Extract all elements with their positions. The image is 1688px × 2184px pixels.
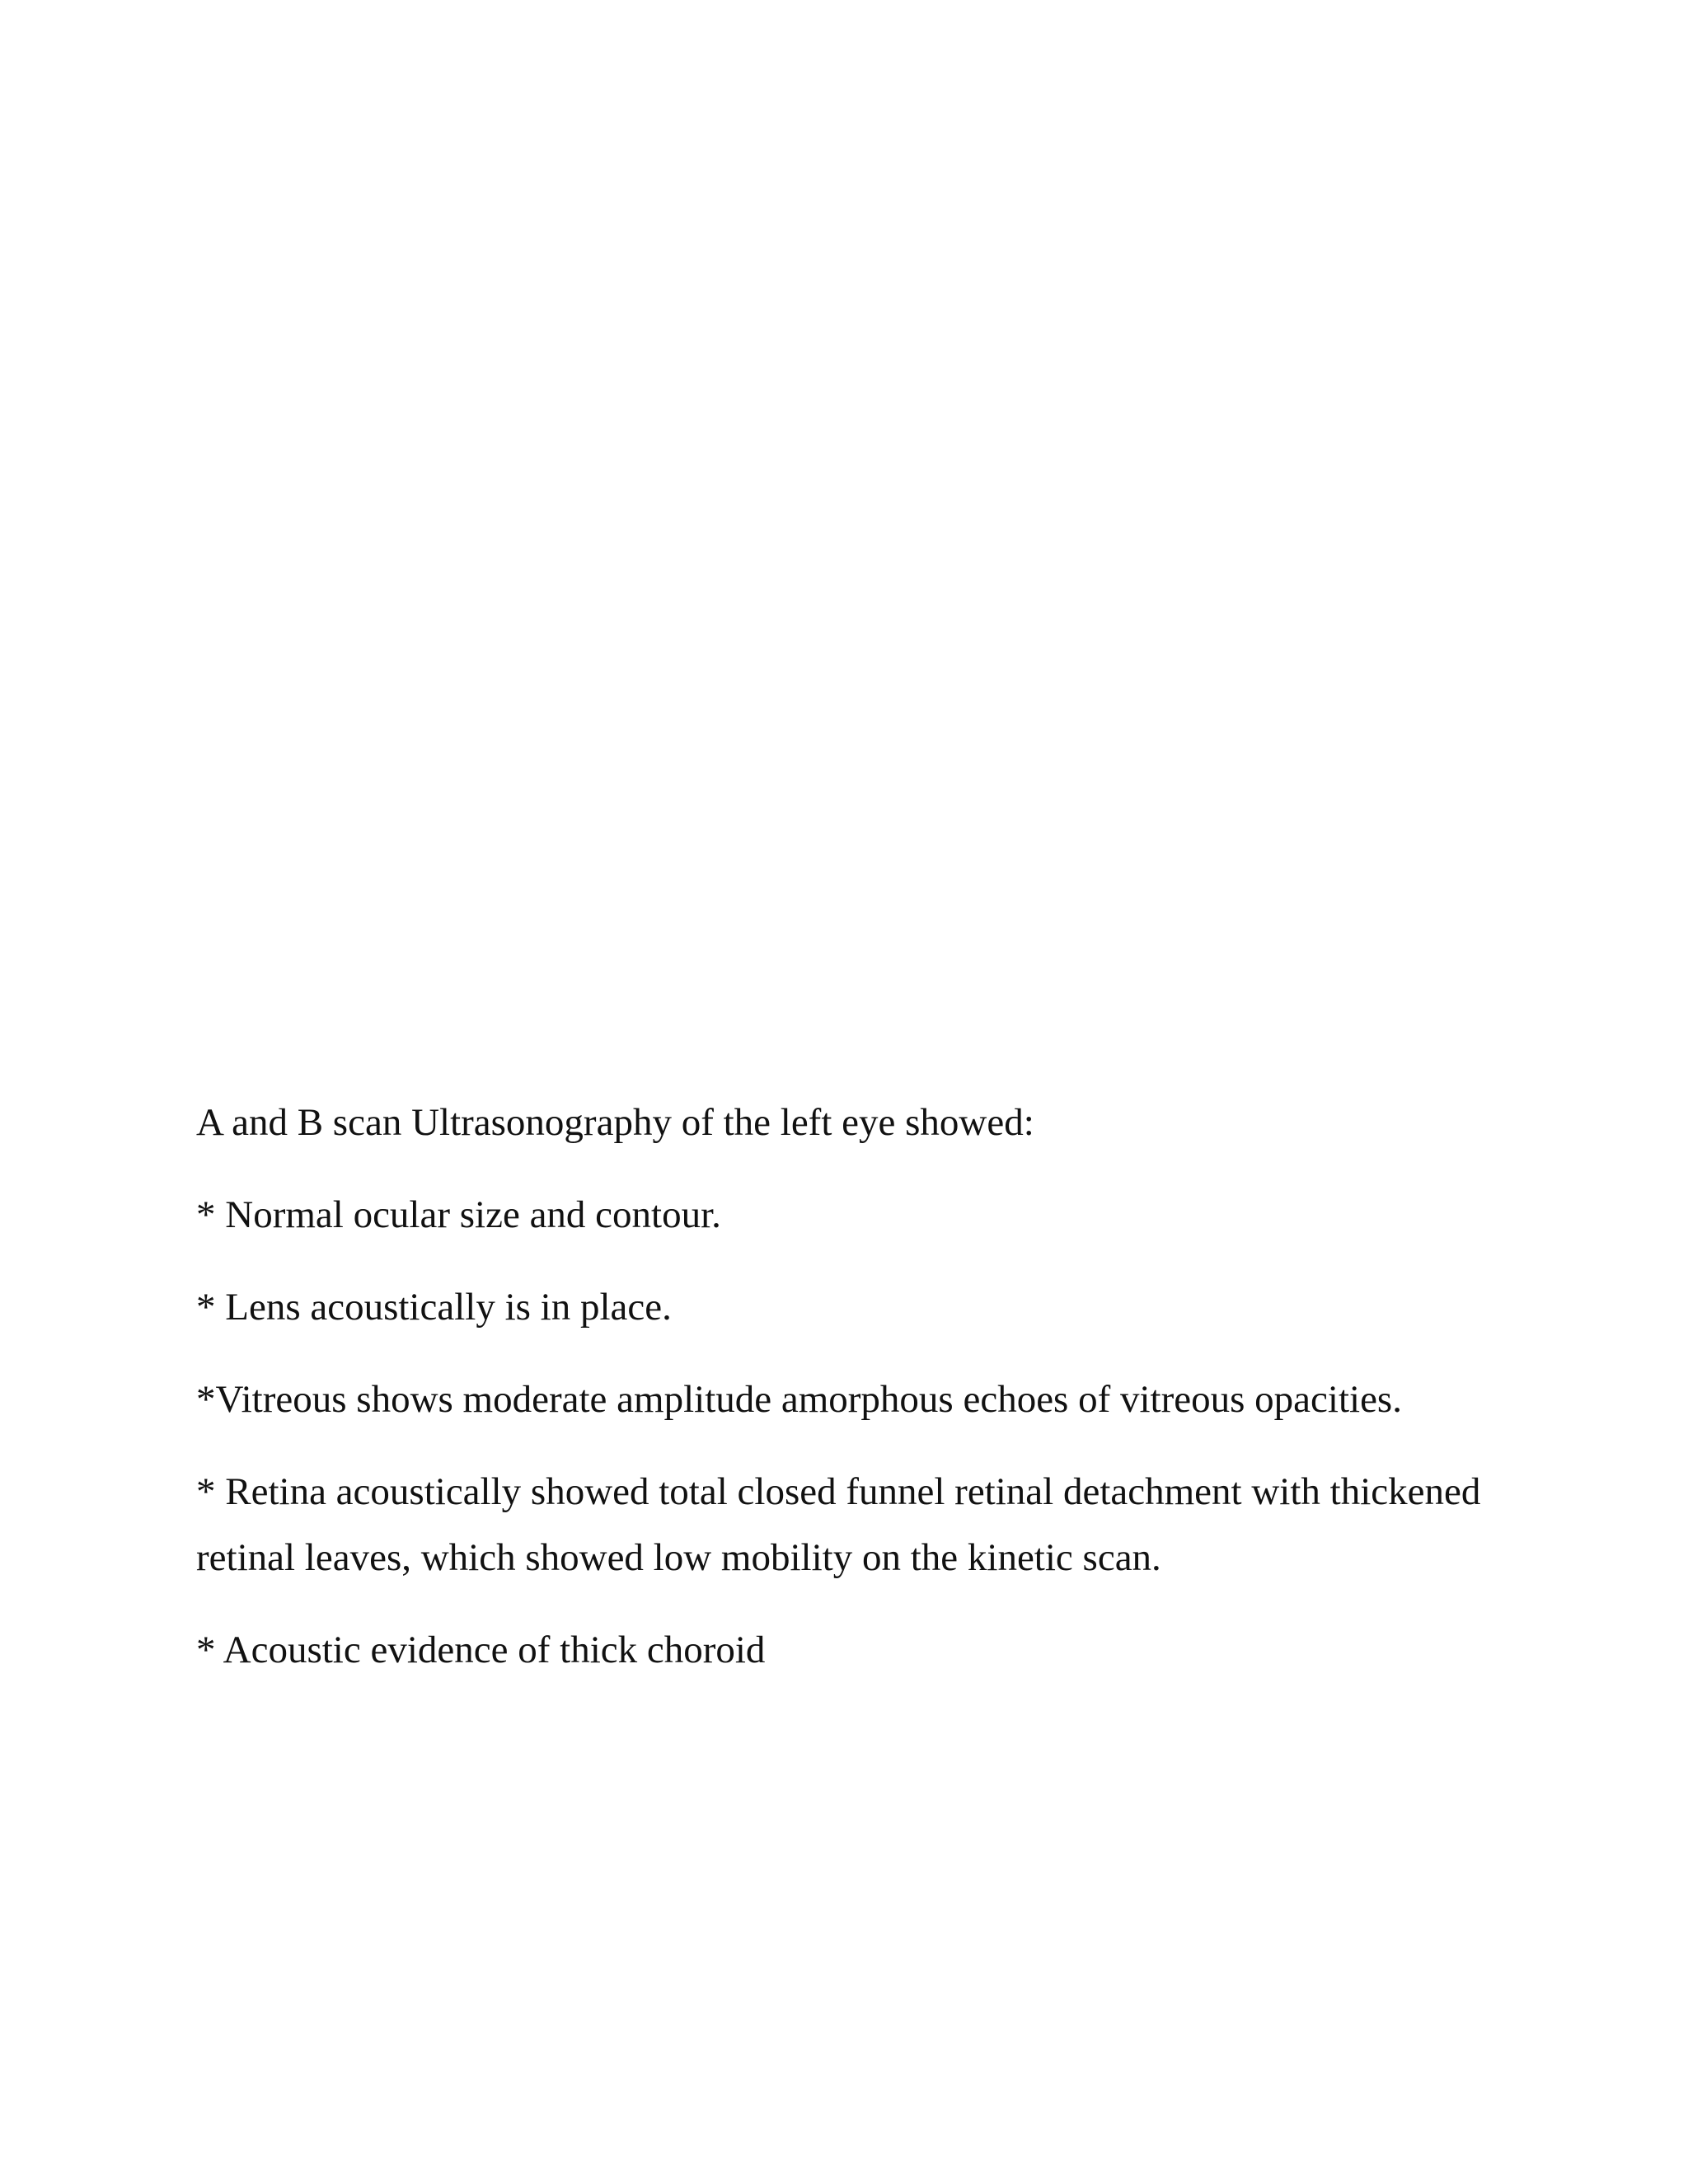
finding-vitreous: *Vitreous shows moderate amplitude amorphous echoes of vitreous opacities.	[196, 1378, 1402, 1421]
ultrasonography-report	[196, 1090, 1498, 1709]
finding-lens: * Lens acoustically is in place.	[196, 1286, 672, 1329]
finding-retina: * Retina acoustically showed total closed funnel retinal detachment with thickened retinal leaves, which showed low mobility on the kinetic scan.	[196, 1470, 1481, 1579]
report-heading: A and B scan Ultrasonography of the left eye showed:	[196, 1101, 1034, 1144]
finding-choroid: * Acoustic evidence of thick choroid	[196, 1629, 766, 1671]
finding-ocular-size: * Normal ocular size and contour.	[196, 1193, 721, 1236]
